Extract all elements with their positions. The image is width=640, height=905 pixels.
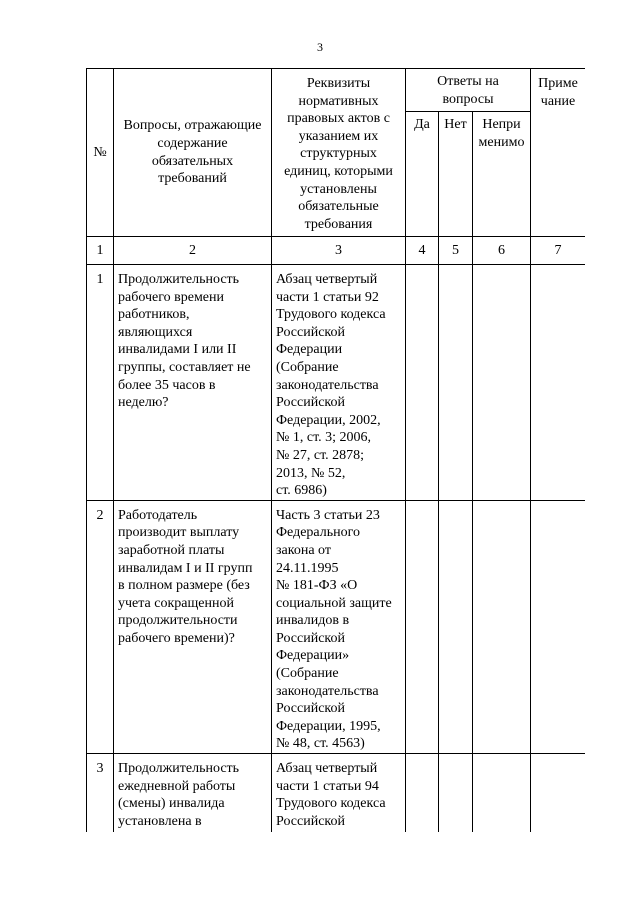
table-row — [87, 754, 586, 832]
table-row — [87, 500, 586, 753]
row-number: 1 — [87, 265, 114, 501]
note-cell[interactable] — [531, 754, 585, 832]
column-number: 6 — [473, 237, 531, 265]
answer-yes-cell[interactable] — [406, 754, 439, 832]
table-row — [87, 265, 586, 501]
row-question: Продолжительность ежедневной работы (смены) инвалида установлена в — [114, 754, 272, 832]
answer-yes-cell[interactable] — [406, 500, 439, 753]
header-no: Нет — [439, 112, 473, 237]
page-number: 3 — [317, 40, 323, 54]
column-number: 4 — [406, 237, 439, 265]
column-numbers-row — [87, 237, 586, 265]
answer-no-cell[interactable] — [439, 754, 473, 832]
header-not-applicable: Непри менимо — [473, 112, 531, 237]
row-question: Продолжительность рабочего времени работников, являющихся инвалидами I или II группы, составляет не более 35 часов в неделю? — [114, 265, 272, 501]
header-row-1 — [87, 69, 586, 112]
column-number: 1 — [87, 237, 114, 265]
header-questions: Вопросы, отражающие содержание обязательных требований — [114, 69, 272, 237]
column-number: 5 — [439, 237, 473, 265]
row-question: Работодатель производит выплату заработной платы инвалидам I и II групп в полном размере (без учета сокращенной продолжительности рабочего времени)? — [114, 500, 272, 753]
note-cell[interactable] — [531, 265, 585, 501]
header-yes: Да — [406, 112, 439, 237]
header-answers: Ответы на вопросы — [406, 69, 531, 112]
answer-not-applicable-cell[interactable] — [473, 265, 531, 501]
answer-yes-cell[interactable] — [406, 265, 439, 501]
column-number: 2 — [114, 237, 272, 265]
row-number: 3 — [87, 754, 114, 832]
note-cell[interactable] — [531, 500, 585, 753]
column-number: 7 — [531, 237, 585, 265]
checklist-table — [86, 68, 585, 832]
row-requisites: Абзац четвертый части 1 статьи 94 Трудового кодекса Российской — [272, 754, 406, 832]
row-requisites: Абзац четвертый части 1 статьи 92 Трудового кодекса Российской Федерации (Собрание законодательства Российской Федерации, 2002, № 1, ст. 3; 2006, № 27, ст. 2878; 2013, № 52, ст. 6986) — [272, 265, 406, 501]
header-requisites: Реквизиты нормативных правовых актов с указанием их структурных единиц, которыми установлены обязательные требования — [272, 69, 406, 237]
column-number: 3 — [272, 237, 406, 265]
answer-no-cell[interactable] — [439, 265, 473, 501]
row-requisites: Часть 3 статьи 23 Федерального закона от 24.11.1995 № 181-ФЗ «О социальной защите инвалидов в Российской Федерации» (Собрание законодательства Российской Федерации, 1995, № 48, ст. 4563) — [272, 500, 406, 753]
answer-no-cell[interactable] — [439, 500, 473, 753]
row-number: 2 — [87, 500, 114, 753]
header-num: № — [87, 69, 114, 237]
answer-not-applicable-cell[interactable] — [473, 754, 531, 832]
header-note: Приме чание — [531, 69, 585, 237]
checklist-table-container — [86, 68, 585, 832]
answer-not-applicable-cell[interactable] — [473, 500, 531, 753]
